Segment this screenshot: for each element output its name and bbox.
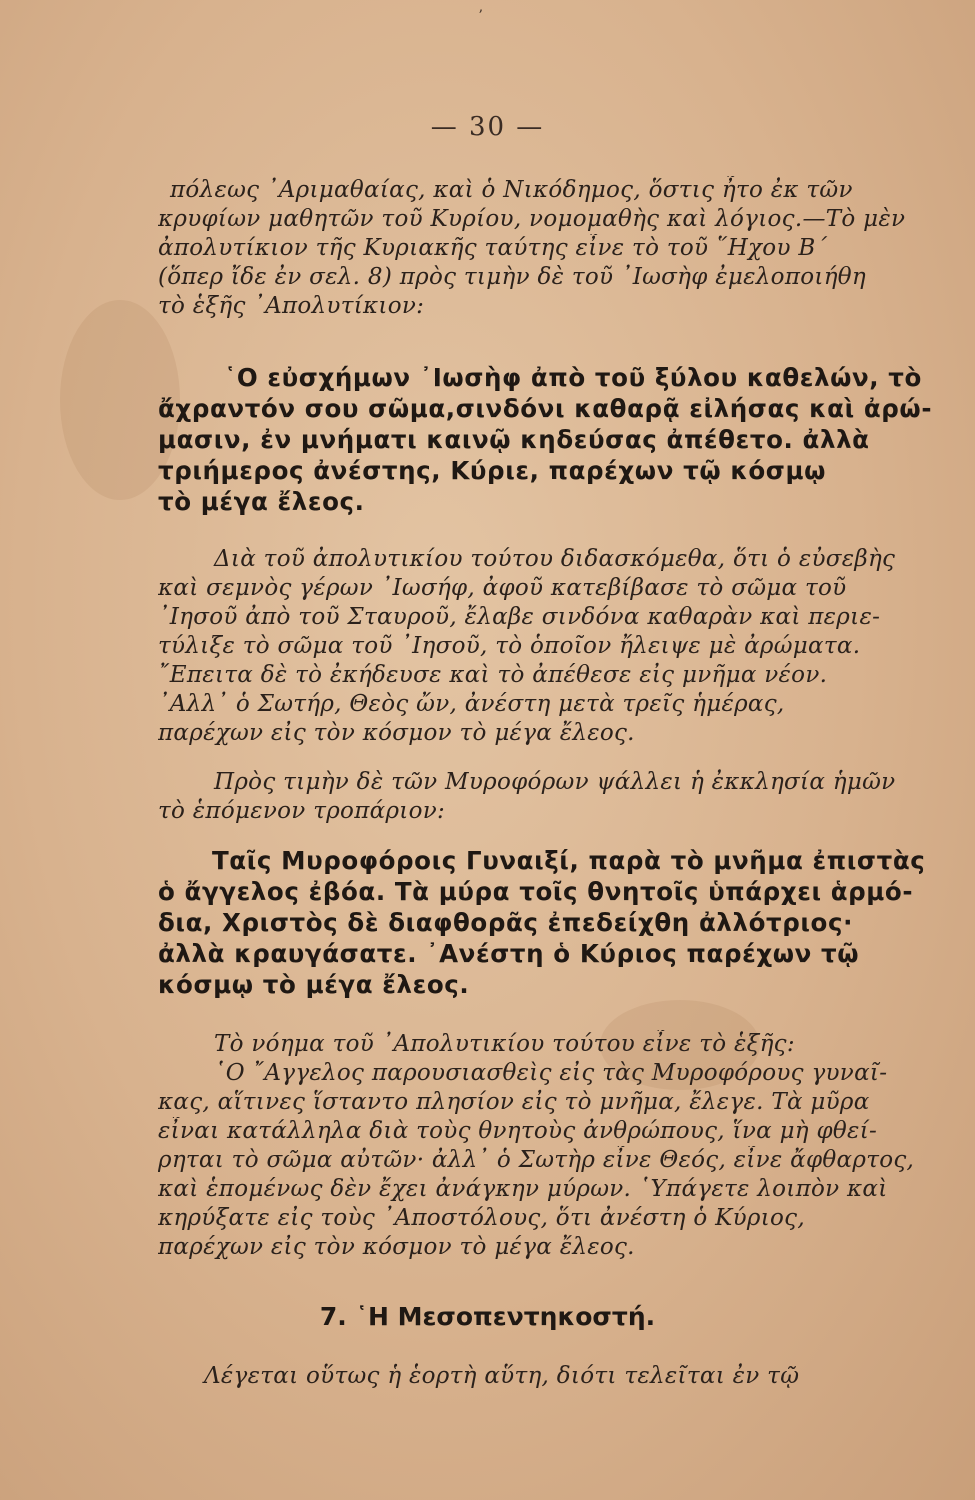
text-line: παρέχων εἰς τὸν κόσμον τὸ μέγα ἔλεος. <box>158 720 635 746</box>
paragraph-3 <box>158 768 948 826</box>
hymn-line: μασιν, ἐν μνήματι καινῷ κηδεύσας ἀπέθετο. ἀλλὰ <box>158 425 870 454</box>
text-line: ῾Ο ῎Αγγελος παρουσιασθεὶς εἰς τὰς Μυροφόρους γυναῖ- <box>214 1060 888 1086</box>
text-line: τὸ ἑπόμενον τροπάριον: <box>158 798 446 824</box>
print-mark: ʼ <box>478 8 483 24</box>
text-line: εἶναι κατάλληλα διὰ τοὺς θνητοὺς ἀνθρώπους, ἵνα μὴ φθεί- <box>158 1118 878 1144</box>
text-line: ρηται τὸ σῶμα αὐτῶν· ἀλλ᾿ ὁ Σωτὴρ εἶνε Θεός, εἶνε ἄφθαρτος, <box>158 1147 915 1173</box>
hymn-line: ῾Ο εὐσχήμων ᾿Ιωσὴφ ἀπὸ τοῦ ξύλου καθελών, τὸ <box>224 363 922 392</box>
text-line: Διὰ τοῦ ἀπολυτικίου τούτου διδασκόμεθα, ὅτι ὁ εὐσεβὴς <box>214 546 896 572</box>
paragraph-4 <box>158 1030 948 1262</box>
text-line: Τὸ νόημα τοῦ ᾿Απολυτικίου τούτου εἶνε τὸ ἑξῆς: <box>214 1031 795 1057</box>
text-line: κηρύξατε εἰς τοὺς ᾿Αποστόλους, ὅτι ἀνέστη ὁ Κύριος, <box>158 1205 805 1231</box>
text-line: παρέχων εἰς τὸν κόσμον τὸ μέγα ἔλεος. <box>158 1234 635 1260</box>
section-heading: 7. ῾Η Μεσοπεντηκοστή. <box>319 1302 656 1331</box>
text-line: (ὅπερ ἴδε ἐν σελ. 8) πρὸς τιμὴν δὲ τοῦ ᾿Ιωσὴφ ἐμελοποιήθη <box>158 264 867 290</box>
paragraph-1 <box>158 176 948 321</box>
text-line: πόλεως ᾿Αριμαθαίας, καὶ ὁ Νικόδημος, ὅστις ἦτο ἐκ τῶν <box>170 177 853 203</box>
text-line: Πρὸς τιμὴν δὲ τῶν Μυροφόρων ψάλλει ἡ ἐκκλησία ἡμῶν <box>214 769 896 795</box>
text-line: ῎Επειτα δὲ τὸ ἐκήδευσε καὶ τὸ ἀπέθεσε εἰς μνῆμα νέον. <box>158 662 828 688</box>
hymn-line: ἄχραντόν σου σῶμα,σινδόνι καθαρᾷ εἰλήσας καὶ ἀρώ- <box>158 394 933 423</box>
troparion-hymn <box>158 845 948 1000</box>
text-line: τύλιξε τὸ σῶμα τοῦ ᾿Ιησοῦ, τὸ ὁποῖον ἤλειψε μὲ ἀρώματα. <box>158 633 861 659</box>
paragraph-5 <box>158 1362 948 1391</box>
text-line: ᾿Αλλ᾿ ὁ Σωτήρ, Θεὸς ὤν, ἀνέστη μετὰ τρεῖς ἡμέρας, <box>158 691 785 717</box>
text-line: ἀπολυτίκιον τῆς Κυριακῆς ταύτης εἶνε τὸ τοῦ ῞Ηχου Β΄ <box>158 235 828 261</box>
hymn-line: κόσμῳ τὸ μέγα ἔλεος. <box>158 970 470 999</box>
text-line: καὶ σεμνὸς γέρων ᾿Ιωσήφ, ἀφοῦ κατεβίβασε τὸ σῶμα τοῦ <box>158 575 847 601</box>
text-line: κρυφίων μαθητῶν τοῦ Κυρίου, νομομαθὴς καὶ λόγιος.—Τὸ μὲν <box>158 206 906 232</box>
text-line: καὶ ἑπομένως δὲν ἔχει ἀνάγκην μύρων. ῾Υπάγετε λοιπὸν καὶ <box>158 1176 888 1202</box>
hymn-line: ἀλλὰ κραυγάσατε. ᾿Ανέστη ὁ Κύριος παρέχων τῷ <box>158 939 860 968</box>
apolytikion-hymn <box>158 362 948 517</box>
hymn-line: τὸ μέγα ἔλεος. <box>158 487 365 516</box>
hymn-line: ὁ ἄγγελος ἐβόα. Τὰ μύρα τοῖς θνητοῖς ὑπάρχει ἁρμό- <box>158 877 914 906</box>
text-line: ᾿Ιησοῦ ἀπὸ τοῦ Σταυροῦ, ἔλαβε σινδόνα καθαρὰν καὶ περιε- <box>158 604 881 630</box>
paragraph-2 <box>158 545 948 748</box>
hymn-line: τριήμερος ἀνέστης, Κύριε, παρέχων τῷ κόσμῳ <box>158 456 827 485</box>
page-number: — 30 — <box>430 112 545 142</box>
hymn-line: δια, Χριστὸς δὲ διαφθορᾶς ἐπεδείχθη ἀλλότριος· <box>158 908 854 937</box>
text-line: τὸ ἑξῆς ᾿Απολυτίκιον: <box>158 293 425 319</box>
text-line: Λέγεται οὕτως ἡ ἑορτὴ αὕτη, διότι τελεῖται ἐν τῷ <box>204 1363 800 1389</box>
hymn-line: Ταῖς Μυροφόροις Γυναιξί, παρὰ τὸ μνῆμα ἐπιστὰς <box>212 846 926 875</box>
text-line: κας, αἵτινες ἵσταντο πλησίον εἰς τὸ μνῆμα, ἔλεγε. Τὰ μῦρα <box>158 1089 870 1115</box>
